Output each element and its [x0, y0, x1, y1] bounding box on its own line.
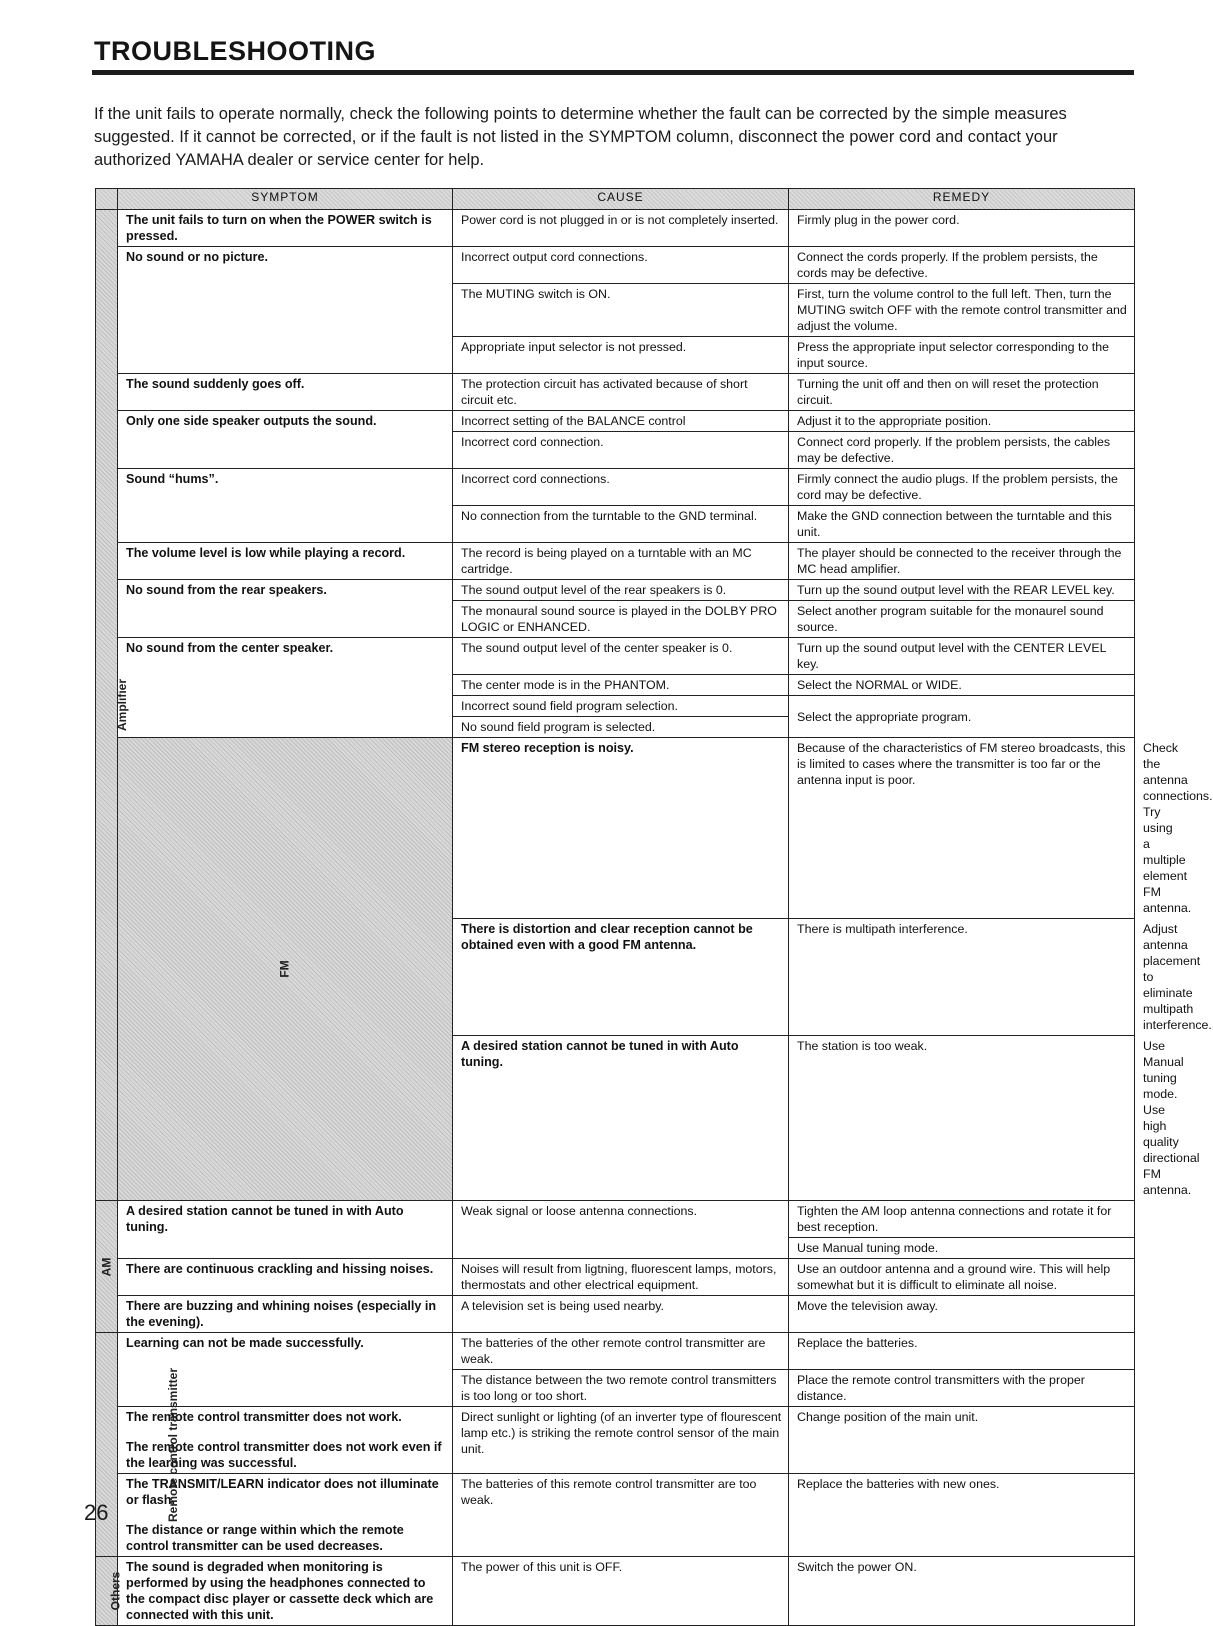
- cause-cell: The batteries of this remote control transmitter are too weak.: [453, 1474, 789, 1557]
- cause-cell: Incorrect output cord connections.: [453, 247, 789, 284]
- symptom-cell: Learning can not be made successfully.: [118, 1333, 453, 1407]
- symptom-text: The remote control transmitter does not work.: [126, 1410, 402, 1424]
- table-row: There is distortion and clear reception cannot be obtained even with a good FM antenna. There is multipath interference. Adjust antenna placement to eliminate multipath interference.: [96, 919, 1135, 1036]
- cause-cell: The batteries of the other remote control transmitter are weak.: [453, 1333, 789, 1370]
- table-row: [96, 374, 1135, 411]
- symptom-cell: There are buzzing and whining noises (especially in the evening).: [118, 1296, 453, 1333]
- table-row: [96, 210, 1135, 247]
- symptom-cell: FM stereo reception is noisy.: [453, 738, 789, 919]
- remedy-cell: Move the television away.: [789, 1296, 1135, 1333]
- table-row: [96, 1333, 1135, 1370]
- table-header-row: [96, 189, 1135, 210]
- cause-cell: The center mode is in the PHANTOM.: [453, 675, 789, 696]
- symptom-text: The TRANSMIT/LEARN indicator does not illuminate or flash.: [126, 1477, 439, 1507]
- table-row: [96, 1557, 1135, 1626]
- symptom-cell: There is distortion and clear reception cannot be obtained even with a good FM antenna.: [453, 919, 789, 1036]
- symptom-text: The remote control transmitter does not work even if the learning was successful.: [126, 1440, 442, 1470]
- symptom-cell: The unit fails to turn on when the POWER switch is pressed.: [118, 210, 453, 247]
- page-number: 26: [84, 1500, 109, 1525]
- remedy-cell: Select the NORMAL or WIDE.: [789, 675, 1135, 696]
- page-title: TROUBLESHOOTING: [94, 36, 376, 66]
- cause-cell: The MUTING switch is ON.: [453, 284, 789, 337]
- symptom-cell: The volume level is low while playing a record.: [118, 543, 453, 580]
- remedy-cell: Connect the cords properly. If the problem persists, the cords may be defective.: [789, 247, 1135, 284]
- remedy-cell: Switch the power ON.: [789, 1557, 1135, 1626]
- cause-cell: No sound field program is selected.: [453, 717, 789, 738]
- cause-cell: The sound output level of the rear speakers is 0.: [453, 580, 789, 601]
- remedy-cell: Replace the batteries with new ones.: [789, 1474, 1135, 1557]
- table-row: [96, 411, 1135, 432]
- header-cause: CAUSE: [453, 189, 789, 210]
- troubleshooting-table: [95, 188, 1213, 1626]
- table-row: [96, 1201, 1135, 1238]
- symptom-cell: Only one side speaker outputs the sound.: [118, 411, 453, 469]
- table-row: [96, 543, 1135, 580]
- cause-cell: Incorrect cord connections.: [453, 469, 789, 506]
- table-row: [96, 469, 1135, 506]
- header-symptom: SYMPTOM: [118, 189, 453, 210]
- remedy-cell: First, turn the volume control to the full left. Then, turn the MUTING switch OFF with the remote control transmitter and adjust the volume.: [789, 284, 1135, 337]
- cause-cell: The monaural sound source is played in the DOLBY PRO LOGIC or ENHANCED.: [453, 601, 789, 638]
- remedy-cell: Select the appropriate program.: [789, 696, 1135, 738]
- table-row: [96, 1474, 1135, 1557]
- symptom-cell: Sound “hums”.: [118, 469, 453, 543]
- cause-cell: The protection circuit has activated because of short circuit etc.: [453, 374, 789, 411]
- remedy-cell: Use an outdoor antenna and a ground wire. This will help somewhat but it is difficult to eliminate all noise.: [789, 1259, 1135, 1296]
- remedy-cell: Place the remote control transmitters with the proper distance.: [789, 1370, 1135, 1407]
- symptom-cell: The sound suddenly goes off.: [118, 374, 453, 411]
- remedy-cell: Turn up the sound output level with the CENTER LEVEL key.: [789, 638, 1135, 675]
- remedy-cell: Replace the batteries.: [789, 1333, 1135, 1370]
- table-row: [96, 1407, 1135, 1474]
- table-row: [96, 1259, 1135, 1296]
- cause-cell: Direct sunlight or lighting (of an inverter type of flourescent lamp etc.) is striking the remote control sensor of the main unit.: [453, 1407, 789, 1474]
- table-row: [96, 247, 1135, 284]
- symptom-cell: The sound is degraded when monitoring is performed by using the headphones connected to the compact disc player or cassette deck which are connected with this unit.: [118, 1557, 453, 1626]
- remedy-cell: Firmly plug in the power cord.: [789, 210, 1135, 247]
- cause-cell: The power of this unit is OFF.: [453, 1557, 789, 1626]
- cause-cell: A television set is being used nearby.: [453, 1296, 789, 1333]
- remedy-cell: The player should be connected to the receiver through the MC head amplifier.: [789, 543, 1135, 580]
- remedy-cell: Use Manual tuning mode.: [789, 1238, 1135, 1259]
- section-label-others: Others: [96, 1557, 118, 1626]
- cause-cell: Incorrect sound field program selection.: [453, 696, 789, 717]
- cause-cell: There is multipath interference.: [789, 919, 1135, 1036]
- corner-cell: [96, 189, 118, 210]
- remedy-cell: Turn up the sound output level with the REAR LEVEL key.: [789, 580, 1135, 601]
- symptom-cell: No sound from the rear speakers.: [118, 580, 453, 638]
- cause-cell: The station is too weak.: [789, 1036, 1135, 1201]
- cause-cell: Power cord is not plugged in or is not completely inserted.: [453, 210, 789, 247]
- header-remedy: REMEDY: [789, 189, 1135, 210]
- cause-cell: Incorrect setting of the BALANCE control: [453, 411, 789, 432]
- symptom-cell: There are continuous crackling and hissing noises.: [118, 1259, 453, 1296]
- symptom-text: The distance or range within which the remote control transmitter can be used decreases.: [126, 1523, 404, 1553]
- cause-cell: Noises will result from ligtning, fluorescent lamps, motors, thermostats and other electrical equipment.: [453, 1259, 789, 1296]
- remedy-cell: Connect cord properly. If the problem persists, the cables may be defective.: [789, 432, 1135, 469]
- table-row: [96, 638, 1135, 675]
- section-label-am: AM: [96, 1201, 118, 1333]
- remedy-cell: Firmly connect the audio plugs. If the problem persists, the cord may be defective.: [789, 469, 1135, 506]
- symptom-cell: A desired station cannot be tuned in with Auto tuning.: [453, 1036, 789, 1201]
- remedy-cell: Select another program suitable for the monaurel sound source.: [789, 601, 1135, 638]
- cause-cell: The record is being played on a turntable with an MC cartridge.: [453, 543, 789, 580]
- cause-cell: Weak signal or loose antenna connections.: [453, 1201, 789, 1259]
- section-label-amplifier: Amplifier: [96, 210, 118, 1201]
- remedy-cell: Make the GND connection between the turntable and this unit.: [789, 506, 1135, 543]
- symptom-cell: A desired station cannot be tuned in with Auto tuning.: [118, 1201, 453, 1259]
- symptom-cell: No sound or no picture.: [118, 247, 453, 374]
- cause-cell: The distance between the two remote control transmitters is too long or too short.: [453, 1370, 789, 1407]
- cause-cell: Because of the characteristics of FM stereo broadcasts, this is limited to cases where the transmitter is too far or the antenna input is poor.: [789, 738, 1135, 919]
- symptom-cell: No sound from the center speaker.: [118, 638, 453, 738]
- cause-cell: Incorrect cord connection.: [453, 432, 789, 469]
- remedy-cell: Turning the unit off and then on will reset the protection circuit.: [789, 374, 1135, 411]
- cause-cell: The sound output level of the center speaker is 0.: [453, 638, 789, 675]
- remedy-cell: Press the appropriate input selector corresponding to the input source.: [789, 337, 1135, 374]
- cause-cell: Appropriate input selector is not pressed.: [453, 337, 789, 374]
- title-rule: [92, 70, 1134, 75]
- table-row: FM FM stereo reception is noisy. Because of the characteristics of FM stereo broadcasts, this is limited to cases where the transmitter is too far or the antenna input is poor. Check the antenna connections. Try using a multiple element FM antenna.: [96, 738, 1135, 919]
- table-row: A desired station cannot be tuned in with Auto tuning. The station is too weak. Use Manual tuning mode. Use high quality directional FM antenna.: [96, 1036, 1135, 1201]
- remedy-cell: Change position of the main unit.: [789, 1407, 1135, 1474]
- remedy-cell: Tighten the AM loop antenna connections and rotate it for best reception.: [789, 1201, 1135, 1238]
- cause-cell: No connection from the turntable to the GND terminal.: [453, 506, 789, 543]
- section-label-remote: Remote control transmitter: [96, 1333, 118, 1557]
- intro-paragraph: If the unit fails to operate normally, check the following points to determine whether the fault can be corrected by the simple measures suggested. If it cannot be corrected, or if the fault is not listed in the SYMPTOM column, disconnect the power cord and contact your authorized YAMAHA dealer or service center for help.: [94, 105, 1067, 169]
- section-label-fm: FM: [118, 738, 453, 1201]
- table-row: [96, 580, 1135, 601]
- table-row: [96, 1296, 1135, 1333]
- remedy-cell: Adjust it to the appropriate position.: [789, 411, 1135, 432]
